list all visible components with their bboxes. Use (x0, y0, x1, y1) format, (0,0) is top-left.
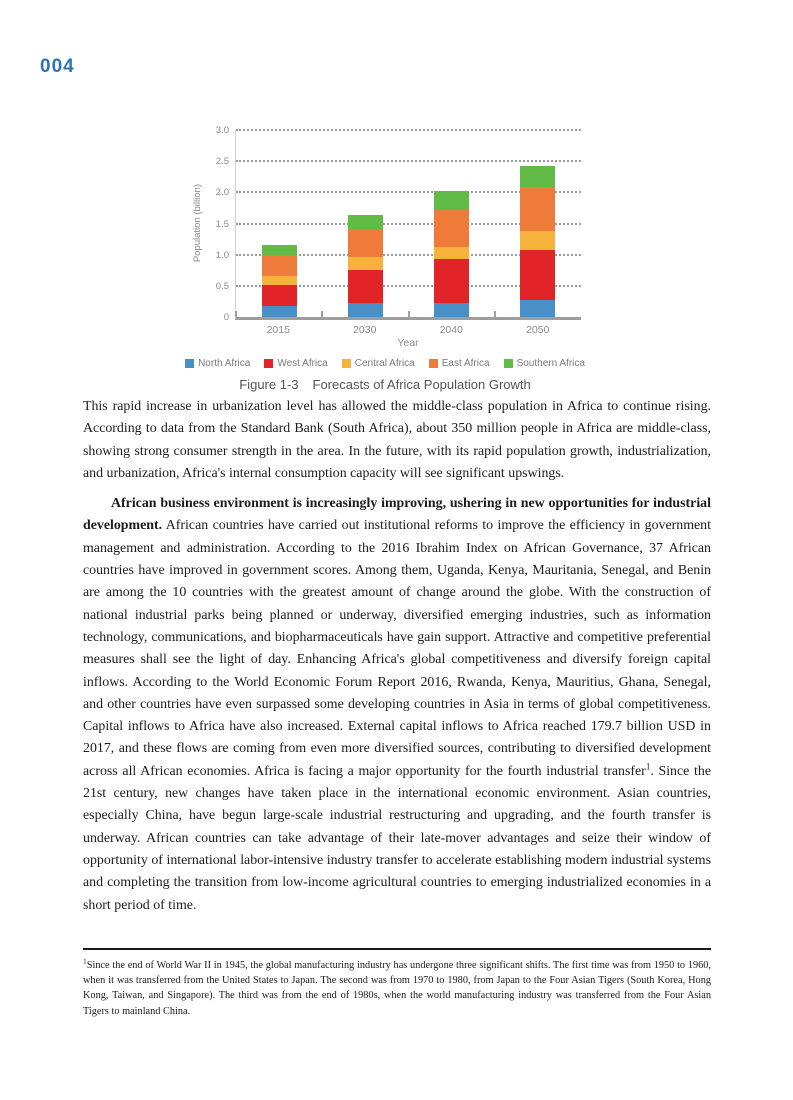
y-tick-label-3.0: 3.0 (215, 125, 229, 137)
bar-column-2030 (322, 130, 408, 317)
footnote-separator-rule (83, 948, 711, 950)
bar-segment-east-africa (520, 187, 555, 231)
bar-segment-central-africa (520, 231, 555, 251)
x-axis-tick-labels (235, 320, 581, 336)
bar-column-2050 (495, 130, 581, 317)
bar-segment-southern-africa (348, 215, 383, 229)
x-tick-label-2015: 2015 (266, 324, 290, 336)
bar-segment-north-africa (348, 303, 383, 317)
bar-column-2015 (236, 130, 322, 317)
bar-segment-west-africa (262, 285, 297, 306)
footnote-text (83, 958, 711, 1019)
x-tick-label-2050: 2050 (526, 324, 550, 336)
figure-caption-label: Figure 1-3 (239, 377, 299, 392)
chart-plot (235, 130, 581, 320)
bar-segment-central-africa (348, 257, 383, 270)
footnote-reference: 1 (645, 761, 651, 772)
bar-segment-north-africa (520, 300, 555, 317)
paragraph-1: This rapid increase in urbanization level has allowed the middle-class population in Africa to continue rising. According to data from the Standard Bank (South Africa), about 350 million people in Africa are middle-class, showing strong consumer strength in the area. In the future, with its rapid population growth, industrialization, and urbanization, Africa's internal consumption capacity will see significant upswings. (83, 399, 711, 481)
y-tick-label-0: 0 (223, 312, 229, 323)
x-tick-label-2030: 2030 (353, 324, 377, 336)
chart (189, 125, 581, 323)
figure-caption-text: Forecasts of Africa Population Growth (312, 377, 531, 392)
legend-item-east-africa (429, 358, 490, 369)
y-axis-tick-labels (205, 125, 235, 323)
y-tick-label-1.5: 1.5 (215, 218, 229, 230)
legend-label-north-africa: North Africa (198, 358, 251, 369)
bar-segment-east-africa (348, 229, 383, 257)
bar-segment-west-africa (434, 259, 469, 303)
legend-swatch-west-africa (264, 359, 273, 368)
body-text (83, 396, 711, 917)
legend-swatch-central-africa (342, 359, 351, 368)
page-number: 004 (40, 56, 75, 77)
legend-swatch-north-africa (185, 359, 194, 368)
legend-item-southern-africa (504, 358, 585, 369)
paragraph-2-text-b: . Since the 21st century, new changes have taken place in the international economic environment. Asian countries, especially China, have begun large-scale industrial restructuring and upgrading, and the fourth transfer is underway. African countries can take advantage of their late-mover advantages and seize their window of opportunity of international labor-intensive industry transfer to accelerate establishing modern industrial systems and completing the transition from low-income agricultural countries to emerging industrialized economies in a short period of time. (83, 763, 711, 913)
y-tick-label-1.0: 1.0 (215, 249, 229, 261)
legend-item-west-africa (264, 358, 327, 369)
footnote-body: Since the end of World War II in 1945, the global manufacturing industry has undergone three significant shifts. The first time was from 1950 to 1960, when it was transferred from the United States to Japan. The second was from 1970 to 1980, from Japan to the Four Asian Tigers (South Korea, Hong Kong, Taiwan, and Singapore). The third was from the end of 1980s, when the world manufacturing industry was transferred from the Four Asian Tigers to mainland China. (83, 960, 711, 1017)
stacked-bar-2030 (348, 215, 383, 317)
y-tick-label-0.5: 0.5 (215, 280, 229, 292)
y-axis-title-text: Population (billion) (191, 184, 203, 263)
y-tick-label-2.0: 2.0 (215, 187, 229, 199)
legend-label-southern-africa: Southern Africa (516, 358, 585, 369)
legend-item-central-africa (342, 358, 415, 369)
footnote-area (83, 948, 711, 1019)
bar-segment-west-africa (520, 250, 555, 300)
y-tick-label-2.5: 2.5 (215, 156, 229, 168)
stacked-bar-2040 (434, 191, 469, 317)
bar-segment-north-africa (434, 303, 469, 317)
stacked-bar-2050 (520, 166, 555, 317)
paragraph-2-text-a: African countries have carried out institutional reforms to improve the efficiency in government management and administration. According to the 2016 Ibrahim Index on African Governance, 37 African countries have improved in government scores. Among them, Uganda, Kenya, Mauritania, Senegal, and Benin are among the 10 countries with the greatest amount of change around the globe. With the construction of national industrial parks being planned or underway, diversified emerging industries, such as information technology, communications, and biopharmaceuticals have gain support. Attractive and competitive preferential measures shall see the light of day. Enhancing Africa's global competitiveness and diversify foreign capital inflows. According to the World Economic Forum Report 2016, Rwanda, Kenya, Mauritius, Ghana, Senegal, and other countries have even surpassed some developing countries in Asia in terms of global competitiveness. Capital inflows to Africa have also increased. External capital inflows to Africa reached 179.7 billion USD in 2017, and these flows are coming from even more diversified sources, contributing to diversified development across all African economies. Africa is facing a major opportunity for the fourth industrial transfer (83, 518, 711, 779)
x-tick-label-2040: 2040 (439, 324, 463, 336)
x-axis-title: Year (397, 337, 419, 349)
bar-segment-west-africa (348, 270, 383, 302)
figure-1-3 (189, 125, 585, 392)
bar-segment-east-africa (262, 255, 297, 276)
bar-segment-central-africa (434, 247, 469, 260)
legend-item-north-africa (185, 358, 250, 369)
bar-segment-southern-africa (520, 166, 555, 187)
bar-segment-north-africa (262, 306, 297, 317)
y-axis-title (189, 130, 205, 317)
footnote-marker: 1 (83, 956, 87, 966)
bar-segment-east-africa (434, 210, 469, 247)
bar-segment-southern-africa (262, 245, 297, 255)
chart-legend (189, 358, 585, 369)
bar-column-2040 (409, 130, 495, 317)
legend-label-west-africa: West Africa (277, 358, 328, 369)
legend-swatch-east-africa (429, 359, 438, 368)
legend-label-east-africa: East Africa (441, 358, 490, 369)
legend-label-central-africa: Central Africa (354, 358, 415, 369)
figure-caption (189, 377, 581, 392)
legend-swatch-southern-africa (504, 359, 513, 368)
stacked-bar-2015 (262, 245, 297, 317)
bar-segment-southern-africa (434, 191, 469, 210)
bar-segment-central-africa (262, 276, 297, 285)
paragraph-2-bold-lead: African business environment is increasingly improving, ushering in new opportunities for industrial development. (83, 496, 711, 534)
paragraph-2 (83, 493, 711, 917)
